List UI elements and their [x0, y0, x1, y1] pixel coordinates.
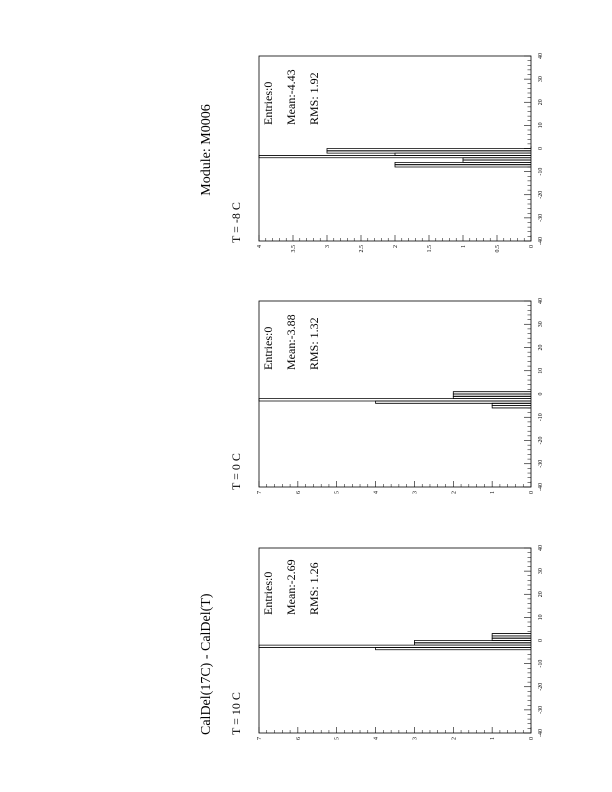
stats-entries: Entries:0 — [261, 81, 275, 125]
y-tick-label: 0 — [529, 737, 535, 740]
histogram-plot — [257, 545, 544, 740]
y-tick-label: 2.5 — [359, 245, 365, 253]
x-tick-label: -20 — [538, 436, 544, 445]
stats-rms: RMS: 1.26 — [307, 562, 321, 615]
x-tick-label: -10 — [538, 659, 544, 668]
x-tick-label: 40 — [538, 53, 544, 59]
y-tick-label: 0.5 — [495, 245, 501, 253]
x-tick-label: 10 — [538, 122, 544, 129]
module-label: Module: M0006 — [199, 104, 214, 196]
histogram-bin — [327, 149, 531, 151]
x-tick-label: -40 — [538, 237, 544, 245]
x-tick-label: -10 — [538, 413, 544, 422]
x-tick-label: 40 — [538, 545, 544, 551]
histogram-plot — [257, 53, 544, 253]
y-tick-label: 5 — [334, 491, 341, 494]
y-tick-label: 6 — [295, 737, 302, 740]
histogram-plot — [257, 298, 544, 494]
page-title: CalDel(17C) - CalDel(T) — [199, 593, 214, 735]
y-tick-label: 1 — [490, 491, 497, 494]
histogram-bin — [492, 634, 531, 636]
x-tick-label: -40 — [538, 483, 544, 491]
y-tick-label: 0 — [529, 245, 535, 248]
y-tick-label: 1.5 — [427, 245, 433, 253]
stats-rms: RMS: 1.92 — [307, 72, 321, 125]
histogram-panel-t0 — [229, 298, 544, 494]
y-tick-label: 2 — [451, 491, 458, 494]
y-tick-label: 7 — [257, 737, 263, 740]
histogram-bin — [453, 392, 531, 394]
y-tick-label: 4 — [257, 245, 263, 248]
y-tick-label: 3 — [325, 245, 331, 248]
panel-title: T = 10 C — [229, 692, 243, 735]
x-tick-label: 0 — [538, 147, 544, 150]
x-tick-label: 10 — [538, 614, 544, 621]
x-tick-label: -20 — [538, 190, 544, 199]
y-tick-label: 1 — [490, 737, 497, 740]
y-tick-label: 5 — [334, 737, 341, 740]
x-tick-label: -40 — [538, 729, 544, 737]
x-tick-label: -30 — [538, 213, 544, 222]
histogram-panel-t10 — [229, 545, 544, 740]
y-tick-label: 0 — [529, 491, 535, 494]
x-tick-label: 40 — [538, 298, 544, 304]
stats-mean: Mean:-3.88 — [284, 314, 298, 370]
panel-title: T = 0 C — [229, 453, 243, 490]
y-tick-label: 3.5 — [291, 245, 297, 253]
y-tick-label: 3 — [412, 737, 419, 740]
x-tick-label: 20 — [538, 99, 544, 106]
stats-entries: Entries:0 — [261, 326, 275, 370]
stats-rms: RMS: 1.32 — [307, 317, 321, 370]
x-tick-label: -30 — [538, 459, 544, 468]
stats-box — [261, 559, 321, 615]
x-tick-label: 0 — [538, 392, 544, 396]
stats-mean: Mean:-4.43 — [284, 69, 298, 125]
x-tick-label: -30 — [538, 705, 544, 714]
x-tick-label: 30 — [538, 568, 544, 575]
histogram-panel-tm8 — [229, 53, 544, 253]
y-tick-label: 3 — [412, 491, 419, 494]
stats-entries: Entries:0 — [261, 571, 275, 615]
panel-title: T = -8 C — [229, 202, 243, 243]
stats-mean: Mean:-2.69 — [284, 559, 298, 615]
x-tick-label: 20 — [538, 591, 544, 598]
x-tick-label: 10 — [538, 367, 544, 374]
y-tick-label: 4 — [373, 491, 380, 494]
y-tick-label: 1 — [461, 245, 467, 248]
x-tick-label: 30 — [538, 321, 544, 328]
y-tick-label: 2 — [393, 245, 399, 248]
y-tick-label: 7 — [257, 491, 263, 494]
x-tick-label: 0 — [538, 639, 544, 642]
x-tick-label: -20 — [538, 682, 544, 691]
x-tick-label: 20 — [538, 344, 544, 351]
x-tick-label: -10 — [538, 167, 544, 176]
y-tick-label: 4 — [373, 737, 380, 740]
stats-box — [261, 69, 321, 125]
x-tick-label: 30 — [538, 76, 544, 83]
y-tick-label: 2 — [451, 737, 458, 740]
stats-box — [261, 314, 321, 370]
y-tick-label: 6 — [295, 491, 302, 494]
